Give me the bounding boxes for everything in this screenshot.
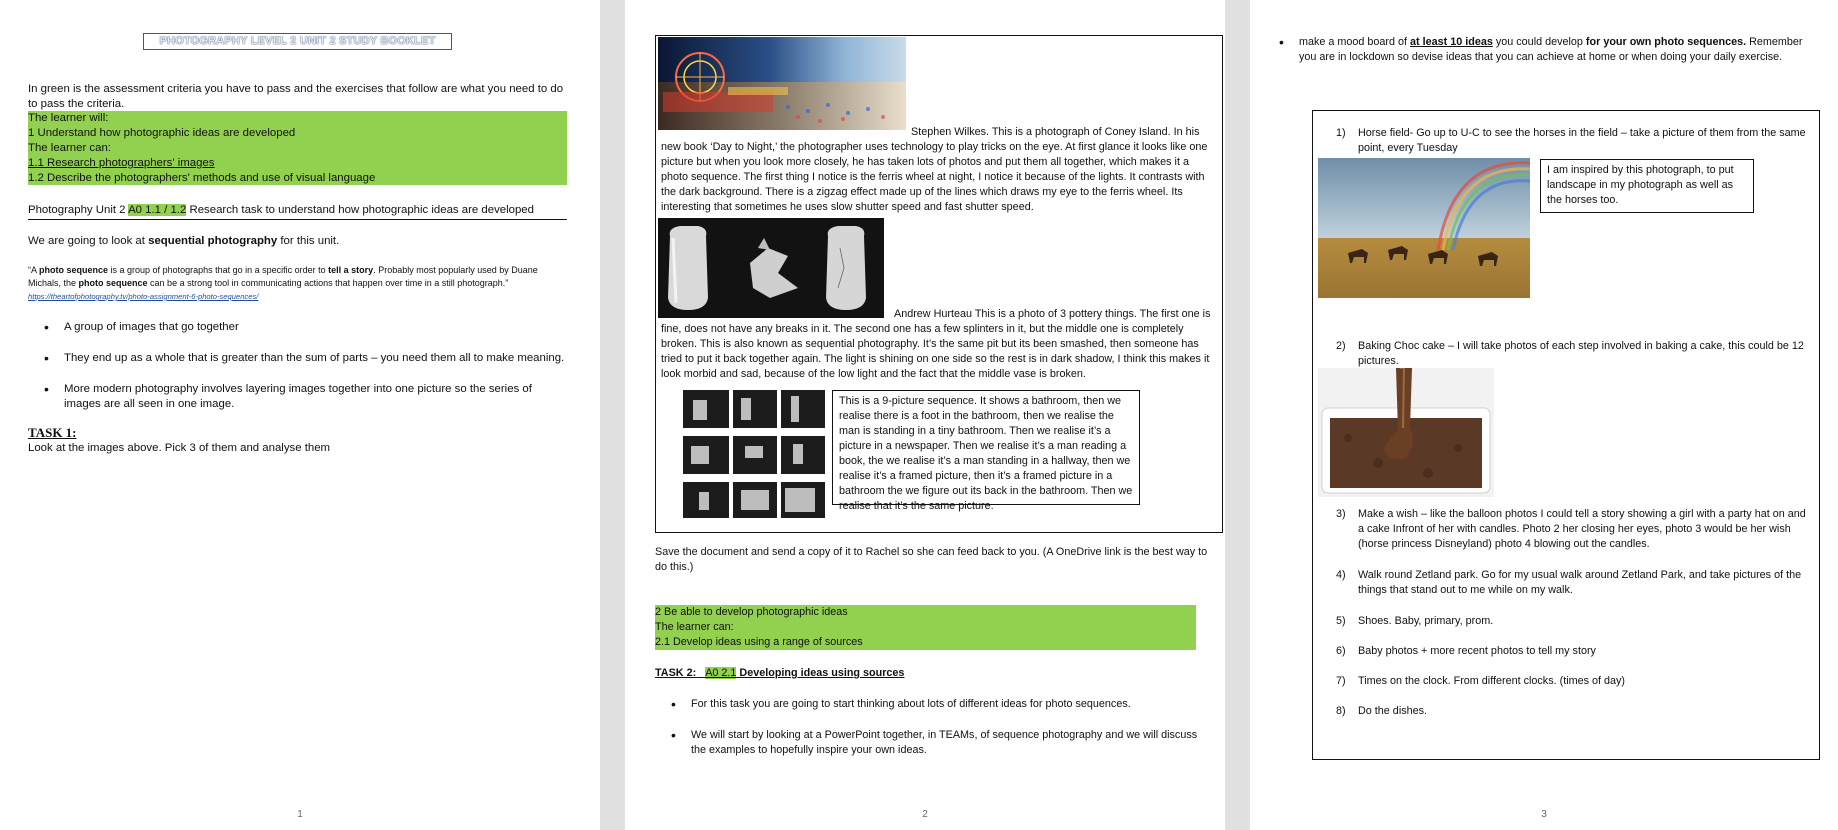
coney-island-image [658, 37, 906, 130]
mood-bold: for your own photo sequences. [1585, 36, 1747, 48]
idea-number: 5) [1336, 615, 1346, 627]
list-item: • More modern photography involves layering images together into one picture so the series of images are all seen in one image. [28, 382, 568, 412]
mood-text-mid: you could develop [1492, 36, 1586, 48]
idea-item-7 [1336, 674, 1814, 689]
pottery-image [658, 218, 884, 318]
wilkes-analysis: Stephen Wilkes. This is a photograph of Coney Island. In his new book ‘Day to Night,’ the photographer uses technology to play tricks on the eye. At first glance it looks like one picture but when you look more closely, he has taken lots of photos and put them all together, which makes it a photo sequence. The first thing I notice is the ferris wheel at night, I notice it because of the lights. It contrasts with the dark background. There is a zigzag effect made up of the lines which draws my eye to the ferris wheel. Its interesting that sometimes he uses slow shutter speed and fast shutter speed. [661, 126, 1208, 213]
assessment-criteria-block [28, 111, 567, 185]
idea-item-5 [1336, 614, 1814, 629]
nine-picture-analysis: This is a 9-picture sequence. It shows a bathroom, then we realise there is a foot in the bathroom, then we realise the man is standing in a tiny bathroom. Then we realise it’s a picture in a newspaper. Then we realise it’s a man reading a book, the we realise it’s a man standing in a hallway, then we realise it’s a framed picture, then it’s a framed picture in a bathroom the we figure out its back in the bathroom. Then we realise that it’s the same picture. [832, 390, 1140, 505]
idea-text: Make a wish – like the balloon photos I could tell a story showing a girl with a party hat on and a cake Infront of her with candles. Photo 2 her closing her eyes, photo 3 would be her wish (horse princess Disneyland) photo 4 blowing out the candles. [1358, 508, 1806, 550]
quote-text: can be a strong tool in communicating actions that happen over time in a still photograph.” [147, 278, 509, 288]
task-2-label: TASK 2: [655, 667, 697, 679]
idea-text: Baby photos + more recent photos to tell my story [1358, 645, 1596, 657]
task-2-title: Developing ideas using sources [739, 667, 905, 679]
photo-sequence-quote [28, 264, 563, 303]
idea-text: Baking Choc cake – I will take photos of each step involved in baking a cake, this could be 12 pictures. [1358, 340, 1804, 367]
unit-heading-rest: Research task to understand how photographic ideas are developed [186, 204, 534, 216]
idea-item-4 [1336, 568, 1814, 598]
mood-text: make a mood board of [1299, 36, 1411, 48]
criteria-line: The learner can: [655, 621, 734, 633]
criteria-line: 2 Be able to develop photographic ideas [655, 606, 848, 618]
quote-source-link[interactable]: https://theartofphotography.tv/photo-assignment-6-photo-sequences/ [28, 292, 259, 301]
intro-text: In green is the assessment criteria you have to pass and the exercises that follow are what you need to do to pass the criteria. [28, 83, 564, 110]
quote-text: is a group of photographs that go in a specific order to [108, 265, 329, 275]
bullet-list [28, 320, 568, 428]
idea-item-6 [1336, 644, 1814, 659]
idea-number: 2) [1336, 340, 1346, 352]
task-2-bullets [655, 697, 1211, 774]
idea-text: Walk round Zetland park. Go for my usual walk around Zetland Park, and take pictures of the things that stand out to me while on my walk. [1358, 569, 1802, 596]
task-1-text: Look at the images above. Pick 3 of them and analyse them [28, 442, 331, 454]
page-2 [625, 0, 1225, 830]
save-instruction: Save the document and send a copy of it to Rachel so she can feed back to you. (A OneDrive link is the best way to do this.) [655, 546, 1208, 573]
task-2-code: A0 2.1 [705, 667, 737, 679]
assessment-criteria-block-2 [655, 605, 1196, 650]
page-number: 3 [1541, 809, 1547, 820]
idea-item-8 [1336, 704, 1814, 719]
idea-item-1 [1336, 126, 1814, 156]
quote-text: “A [28, 265, 40, 275]
nine-picture-sequence [683, 390, 853, 518]
mood-underline: at least 10 ideas [1410, 36, 1493, 48]
page-number: 2 [922, 809, 928, 820]
hurteau-analysis: Andrew Hurteau This is a photo of 3 pottery things. The first one is fine, does not have any breaks in it. The second one has a few splinters in it, but the middle one is completely broken. This is also known as sequential photography. It’s the same pit but its been smashed, then someone has tried to put it back together again. The light is shining on one side so the rest is in dark shadow, I think this makes it look morbid and sad, because of the low light and the fact that the middle vase is broken. [661, 308, 1211, 380]
criteria-line: 1.1 Research photographers' images [28, 157, 215, 169]
sequential-intro [28, 234, 568, 249]
page-1 [0, 0, 600, 830]
unit-code: A0 1.1 / 1.2 [128, 204, 187, 216]
idea-number: 4) [1336, 569, 1346, 581]
idea-text: Shoes. Baby, primary, prom. [1358, 615, 1494, 627]
sequential-intro-end: for this unit. [277, 235, 340, 247]
criteria-line: The learner can: [28, 142, 111, 154]
idea-item-2 [1336, 339, 1814, 369]
task-1-title: TASK 1: [28, 425, 77, 440]
quote-bold: photo sequence [39, 265, 109, 275]
unit-heading [28, 203, 567, 220]
unit-heading-text: Photography Unit 2 [28, 204, 129, 216]
idea-number: 3) [1336, 508, 1346, 520]
sequential-intro-bold: sequential photography [148, 235, 278, 247]
idea-text: Horse field- Go up to U-C to see the horses in the field – take a picture of them from the same point, every Tuesday [1358, 127, 1806, 154]
task-2-heading [655, 666, 904, 681]
quote-bold: tell a story [328, 265, 374, 275]
idea-number: 1) [1336, 127, 1346, 139]
idea-text: Times on the clock. From different clocks. (times of day) [1358, 675, 1626, 687]
mood-board-bullet [1263, 35, 1818, 81]
criteria-line: The learner will: [28, 112, 109, 124]
quote-text: . Probably most popularly used by Duane Michals, the [28, 265, 538, 288]
quote-bold: photo sequence [78, 278, 148, 288]
inspired-note: I am inspired by this photograph, to put landscape in my photograph as well as the horses too. [1540, 159, 1754, 213]
booklet-title: PHOTOGRAPHY LEVEL 2 UNIT 2 STUDY BOOKLET [143, 33, 452, 50]
list-item: • They end up as a whole that is greater than the sum of parts – you need them all to make meaning. [28, 351, 568, 366]
idea-number: 7) [1336, 675, 1346, 687]
page-3 [1250, 0, 1838, 830]
idea-text: Do the dishes. [1358, 705, 1428, 717]
sequential-intro-text: We are going to look at [28, 235, 149, 247]
idea-number: 6) [1336, 645, 1346, 657]
page-number: 1 [297, 809, 303, 820]
mood-text-end: Remember you are in lockdown so devise ideas that you can achieve at home or when doing your daily exercise. [1299, 36, 1803, 63]
chocolate-cake-image [1318, 368, 1494, 497]
horses-rainbow-image [1318, 158, 1530, 298]
list-item: • A group of images that go together [28, 320, 568, 335]
criteria-line: 1.2 Describe the photographers' methods and use of visual language [28, 172, 376, 184]
list-item [1263, 35, 1818, 65]
criteria-line: 1 Understand how photographic ideas are developed [28, 127, 296, 139]
list-item: • For this task you are going to start thinking about lots of different ideas for photo sequences. [655, 697, 1211, 712]
criteria-line: 2.1 Develop ideas using a range of sources [655, 636, 863, 648]
idea-number: 8) [1336, 705, 1346, 717]
idea-item-3 [1336, 507, 1814, 552]
list-item: • We will start by looking at a PowerPoint together, in TEAMs, of sequence photography and we will discuss the examples to hopefully inspire your own ideas. [655, 728, 1211, 758]
